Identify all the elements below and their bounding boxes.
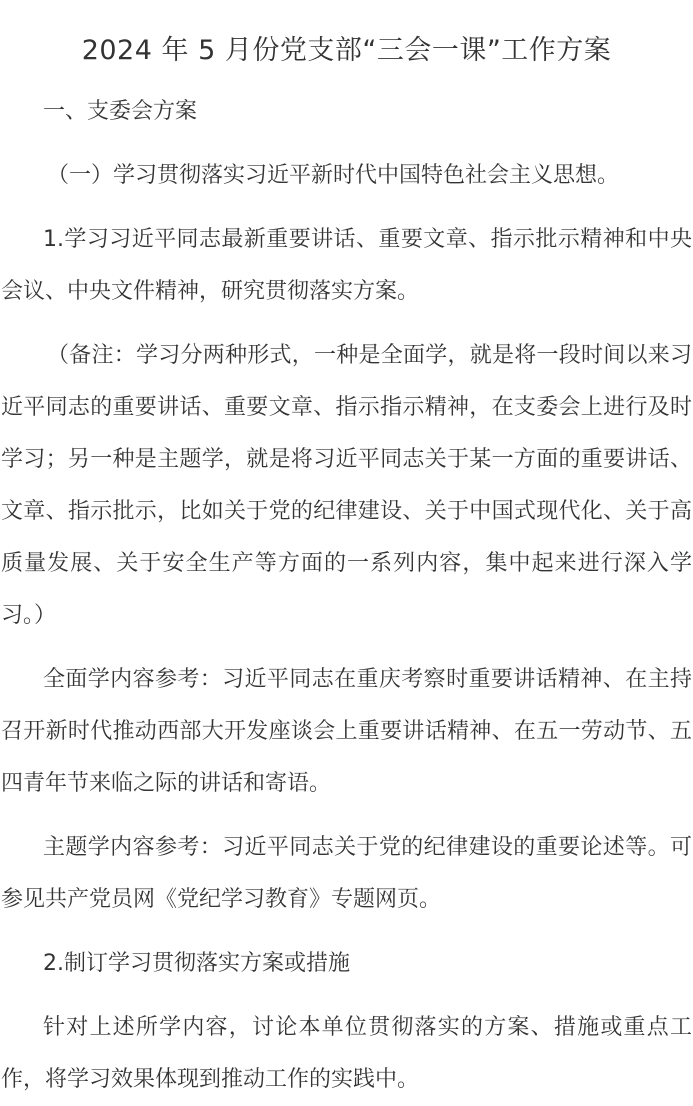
paragraph-comprehensive-reference: 全面学内容参考：习近平同志在重庆考察时重要讲话精神、在主持召开新时代推动西部大开发座谈会上重要讲话精神、在五一劳动节、五四青年节来临之际的讲话和寄语。 bbox=[1, 667, 692, 796]
paragraph-thematic-reference: 主题学内容参考：习近平同志关于党的纪律建设的重要论述等。可参见共产党员网《党纪学习教育》专题网页。 bbox=[1, 835, 692, 912]
paragraph-item-2: 2.制订学习贯彻落实方案或措施 bbox=[43, 951, 350, 976]
section-heading: 一、支委会方案 bbox=[43, 99, 198, 124]
paragraph-item-1: 1.学习习近平同志最新重要讲话、重要文章、指示批示精神和中央会议、中央文件精神，研究贯彻落实方案。 bbox=[1, 227, 692, 304]
paragraph-item-2-detail: 针对上述所学内容，讨论本单位贯彻落实的方案、措施或重点工作，将学习效果体现到推动工作的实践中。 bbox=[1, 1015, 692, 1092]
document-title: 2024 年 5 月份党支部“三会一课”工作方案 bbox=[81, 35, 612, 66]
paragraph-note: （备注：学习分两种形式，一种是全面学，就是将一段时间以来习近平同志的重要讲话、重要文章、指示指示精神，在支委会上进行及时学习；另一种是主题学，就是将习近平同志关于某一方面的重要讲话、文章、指示批示，比如关于党的纪律建设、关于中国式现代化、关于高质量发展、关于安全生产等方面的一系列内容，集中起来进行深入学习。） bbox=[1, 343, 692, 628]
subheading: （一）学习贯彻落实习近平新时代中国特色社会主义思想。 bbox=[47, 163, 620, 188]
